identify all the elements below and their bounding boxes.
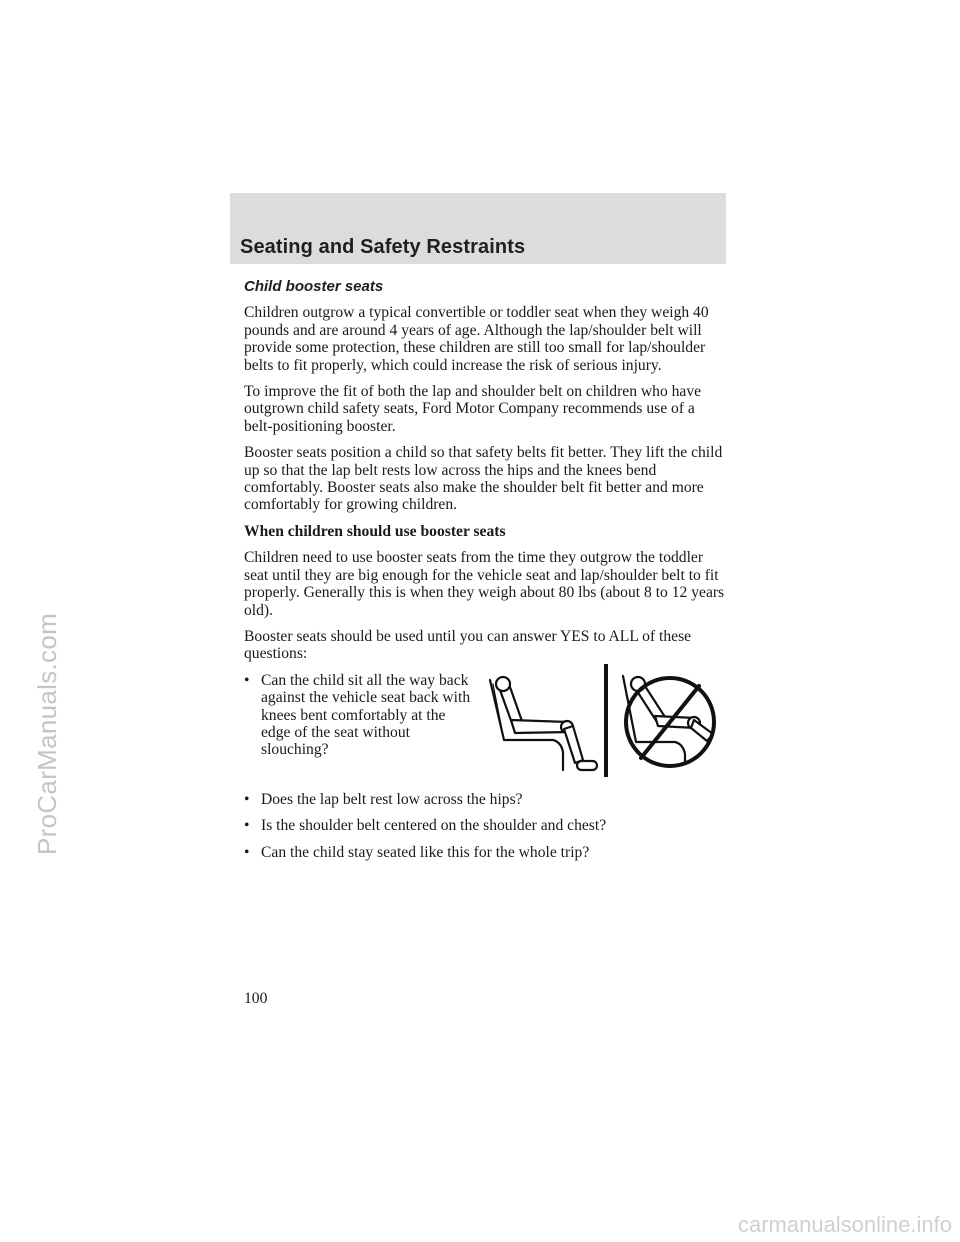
list-item [244, 791, 726, 808]
bullet-icon: • [244, 817, 250, 835]
paragraph: Booster seats should be used until you can answer YES to ALL of these questions: [244, 627, 692, 663]
paragraph: Booster seats position a child so that safety belts fit better. They lift the child up so that the lap belt rests low across the hips and the knees bend comfortably. Booster seats also make the shoulder belt fit better and more comfortably for growing children. [244, 444, 723, 514]
booster-seat-figure [485, 660, 725, 777]
bullet-icon: • [244, 671, 250, 689]
bullet-icon: • [244, 843, 250, 861]
subheading: Child booster seats [244, 278, 384, 295]
list-item [244, 844, 726, 861]
paragraph: To improve the fit of both the lap and shoulder belt on children who have outgrown child safety seats, Ford Motor Company recommends use of a belt-positioning booster. [244, 383, 702, 435]
divider [604, 664, 608, 777]
list-item-text: Is the shoulder belt centered on the shoulder and chest? [261, 817, 607, 835]
page-content [244, 278, 726, 870]
side-watermark: ProCarManuals.com [32, 612, 62, 855]
section-header-band [230, 193, 726, 264]
page-number: 100 [244, 990, 268, 1007]
list-item-text: Does the lap belt rest low across the hips? [261, 790, 523, 808]
bottom-watermark: carmanualsonline.info [737, 1212, 952, 1237]
paragraph: Children outgrow a typical convertible or toddler seat when they weigh 40 pounds and are around 4 years of age. Although the lap/shoulder belt will provide some protection, these children are still too small for lap/shoulder belts to fit properly, which could increase the risk of serious injury. [244, 304, 709, 374]
list-item [244, 817, 726, 834]
section-title: Seating and Safety Restraints [240, 236, 526, 258]
bold-heading: When children should use booster seats [244, 522, 506, 540]
slouching-child-prohibited-icon [623, 676, 714, 766]
bullet-icon: • [244, 790, 250, 808]
seated-child-correct-icon [490, 677, 597, 770]
paragraph: Children need to use booster seats from the time they outgrow the toddler seat until they are big enough for the vehicle seat and lap/shoulder belt to fit properly. Generally this is when they weigh about 80 lbs (about 8 to 12 years old). [244, 549, 725, 619]
list-item-text: Can the child stay seated like this for the whole trip? [261, 843, 590, 861]
list-item-text: Can the child sit all the way back against the vehicle seat back with knees bent comfortably at the edge of the seat without slouching? [261, 671, 471, 759]
